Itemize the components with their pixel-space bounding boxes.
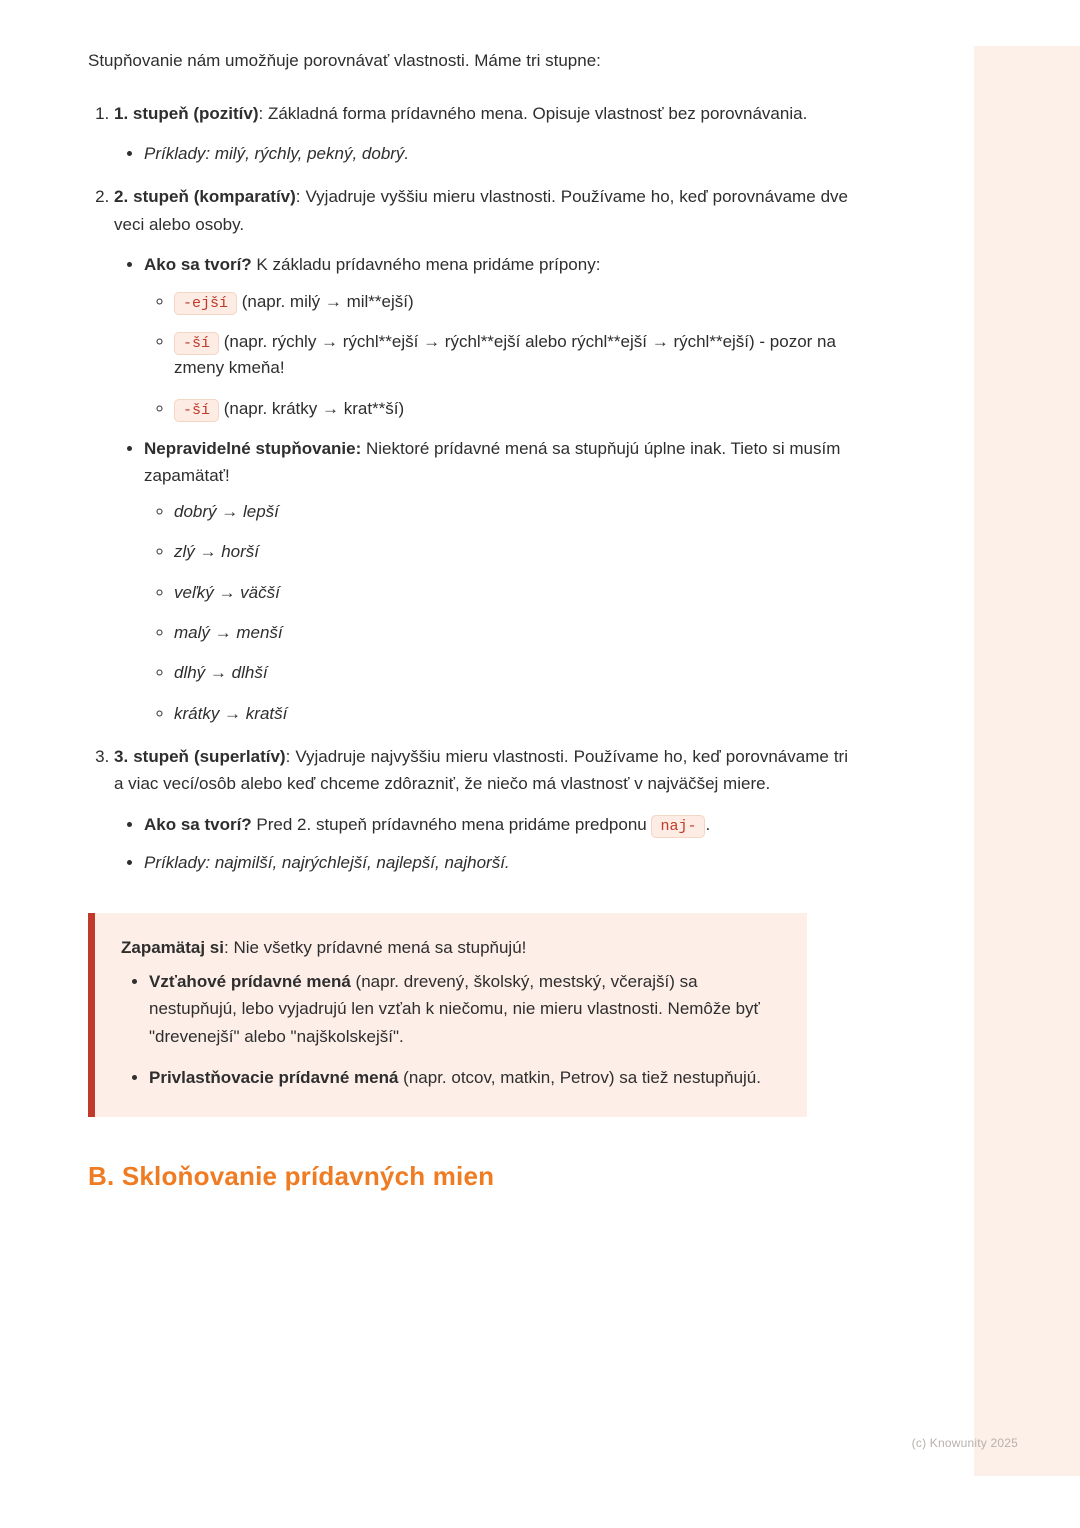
list-item <box>149 1064 781 1091</box>
possessive-adjectives-label: Privlastňovacie prídavné mená <box>149 1067 399 1087</box>
list-item <box>174 329 848 382</box>
relational-adjectives-text: (napr. drevený, školský, mestský, včerajší) sa nestupňujú, lebo vyjadrujú len vzťah k niečomu, nie mieru vlastnosti. Nemôže byť "drevenejší" alebo "najškolskejší". <box>149 972 760 1046</box>
page-right-margin-divider <box>968 46 974 1476</box>
comparative-title: 2. stupeň (komparatív) <box>114 187 296 207</box>
irregular-pairs-list <box>144 499 848 727</box>
superlative-body: : Vyjadruje najvyššiu mieru vlastnosti. Používame ho, keď porovnávame tri a viac vecí/osôb alebo keď chceme zdôrazniť, že niečo má vlastnosť v najväčšej miere. <box>114 746 848 794</box>
callout-title-bold: Zapamätaj si <box>121 937 224 957</box>
page-right-margin-strip <box>968 46 1080 1476</box>
list-item-how-formed-superlative <box>144 812 848 838</box>
superlative-examples: Príklady: najmilší, najrýchlejší, najlepší, najhorší. <box>144 853 510 873</box>
suffix-example-2: (napr. rýchly → rýchl**ejší → rýchl**ejší alebo rýchl**ejší → rýchl**ejší) - pozor na zmeny kmeňa! <box>174 332 836 378</box>
superlative-title: 3. stupeň (superlatív) <box>114 746 286 766</box>
suffix-list <box>144 289 848 422</box>
list-item-how-formed <box>144 252 848 422</box>
irregular-pair-4: malý → menší <box>174 622 283 642</box>
suffix-code-si-1: -ší <box>174 332 219 355</box>
prefix-code-naj: naj- <box>651 815 705 838</box>
callout-title <box>121 935 781 961</box>
irregular-label: Nepravidelné stupňovanie: <box>144 439 362 459</box>
list-item-positive <box>114 100 848 168</box>
suffix-code-ejsi: -ejší <box>174 292 237 315</box>
how-formed-text-after: . <box>705 814 711 834</box>
list-item <box>174 620 848 646</box>
positive-title: 1. stupeň (pozitív) <box>114 103 259 123</box>
list-item <box>174 580 848 606</box>
how-formed-text-before: Pred 2. stupeň prídavného mena pridáme predponu <box>251 814 652 834</box>
positive-text <box>114 100 848 128</box>
suffix-code-si-2: -ší <box>174 399 219 422</box>
irregular-pair-3: veľký → väčší <box>174 582 280 602</box>
irregular-pair-6: krátky → kratší <box>174 703 288 723</box>
irregular-pair-1: dobrý → lepší <box>174 501 279 521</box>
suffix-example-3: (napr. krátky → krat**ší) <box>219 398 405 418</box>
how-formed-text: K základu prídavného mena pridáme prípony: <box>251 255 601 275</box>
callout-list <box>121 968 781 1091</box>
irregular-pair-5: dlhý → dlhší <box>174 663 268 683</box>
list-item-comparative <box>114 183 848 727</box>
positive-examples-list <box>114 141 848 167</box>
how-formed-label: Ako sa tvorí? <box>144 255 252 275</box>
suffix-example-1: (napr. milý → mil**ejší) <box>237 291 414 311</box>
list-item <box>174 539 848 565</box>
irregular-pair-2: zlý → horší <box>174 542 260 562</box>
how-formed-label-superlative: Ako sa tvorí? <box>144 814 252 834</box>
list-item <box>174 289 848 315</box>
positive-body: : Základná forma prídavného mena. Opisuje vlastnosť bez porovnávania. <box>258 103 808 123</box>
remember-callout <box>88 913 807 1117</box>
comparative-sub-list <box>114 252 848 726</box>
list-item <box>174 660 848 686</box>
comparative-text <box>114 183 848 238</box>
section-heading-b: B. Skloňovanie prídavných mien <box>88 1160 495 1191</box>
list-item-irregular <box>144 436 848 727</box>
positive-examples: Príklady: milý, rýchly, pekný, dobrý. <box>144 144 410 164</box>
document-content <box>88 48 848 1192</box>
irregular-text: Niektoré prídavné mená sa stupňujú úplne inak. Tieto si musím zapamätať! <box>144 439 841 485</box>
relational-adjectives-label: Vzťahové prídavné mená <box>149 972 351 992</box>
list-item <box>174 396 848 422</box>
intro-paragraph: Stupňovanie nám umožňuje porovnávať vlastnosti. Máme tri stupne: <box>88 51 601 70</box>
possessive-adjectives-text: (napr. otcov, matkin, Petrov) sa tiež nestupňujú. <box>398 1067 761 1087</box>
list-item <box>174 701 848 727</box>
callout-title-rest: : Nie všetky prídavné mená sa stupňujú! <box>224 937 527 957</box>
degrees-list <box>88 100 848 877</box>
list-item <box>144 141 848 167</box>
list-item-superlative-examples <box>144 850 848 876</box>
comparative-body: : Vyjadruje vyššiu mieru vlastnosti. Používame ho, keď porovnávame dve veci alebo osoby. <box>114 187 848 234</box>
watermark: (c) Knowunity 2025 <box>911 1436 1018 1450</box>
list-item-superlative <box>114 743 848 877</box>
superlative-sub-list <box>114 812 848 877</box>
list-item <box>149 968 781 1050</box>
superlative-text <box>114 743 848 798</box>
list-item <box>174 499 848 525</box>
